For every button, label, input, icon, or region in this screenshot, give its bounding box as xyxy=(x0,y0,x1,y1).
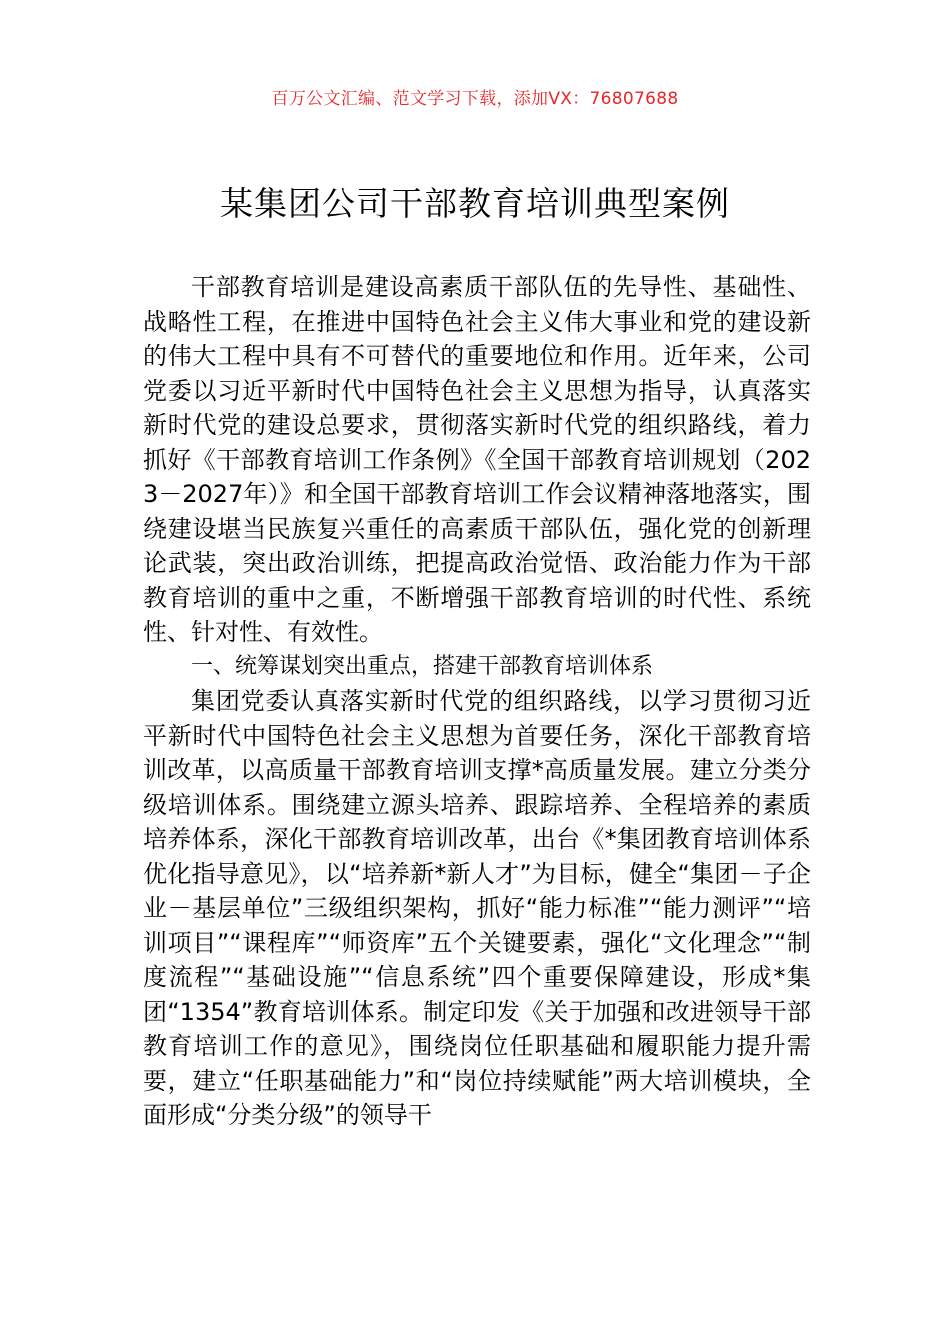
document-body xyxy=(143,270,811,1133)
header-note: 百万公文汇编、范文学习下载，添加VX：76807688 xyxy=(271,89,679,109)
section-1-heading: 一、统筹谋划突出重点，搭建干部教育培训体系 xyxy=(191,653,654,679)
section-1-paragraph: 集团党委认真落实新时代党的组织路线，以学习贯彻习近平新时代中国特色社会主义思想为首要任务，深化干部教育培训改革，以高质量干部教育培训支撑*高质量发展。建立分类分级培训体系。围绕建立源头培养、跟踪培养、全程培养的素质培养体系，深化干部教育培训改革，出台《*集团教育培训体系优化指导意见》，以“培养新*新人才”为目标，健全“集团－子企业－基层单位”三级组织架构，抓好“能力标准”“能力测评”“培训项目”“课程库”“师资库”五个关键要素，强化“文化理念”“制度流程”“基础设施”“信息系统”四个重要保障建设，形成*集团“1354”教育培训体系。制定印发《关于加强和改进领导干部教育培训工作的意见》，围绕岗位任职基础和履职能力提升需要，建立“任职基础能力”和“岗位持续赋能”两大培训模块，全面形成“分类分级”的领导干 xyxy=(143,687,811,1129)
intro-paragraph: 干部教育培训是建设高素质干部队伍的先导性、基础性、战略性工程，在推进中国特色社会主义伟大事业和党的建设新的伟大工程中具有不可替代的重要地位和作用。近年来，公司党委以习近平新时代中国特色社会主义思想为指导，认真落实新时代党的建设总要求，贯彻落实新时代党的组织路线，着力抓好《干部教育培训工作条例》《全国干部教育培训规划（2023－2027年）》和全国干部教育培训工作会议精神落地落实，围绕建设堪当民族复兴重任的高素质干部队伍，强化党的创新理论武装，突出政治训练，把提高政治觉悟、政治能力作为干部教育培训的重中之重，不断增强干部教育培训的时代性、系统性、针对性、有效性。 xyxy=(143,273,811,646)
document-title: 某集团公司干部教育培训典型案例 xyxy=(220,184,730,223)
